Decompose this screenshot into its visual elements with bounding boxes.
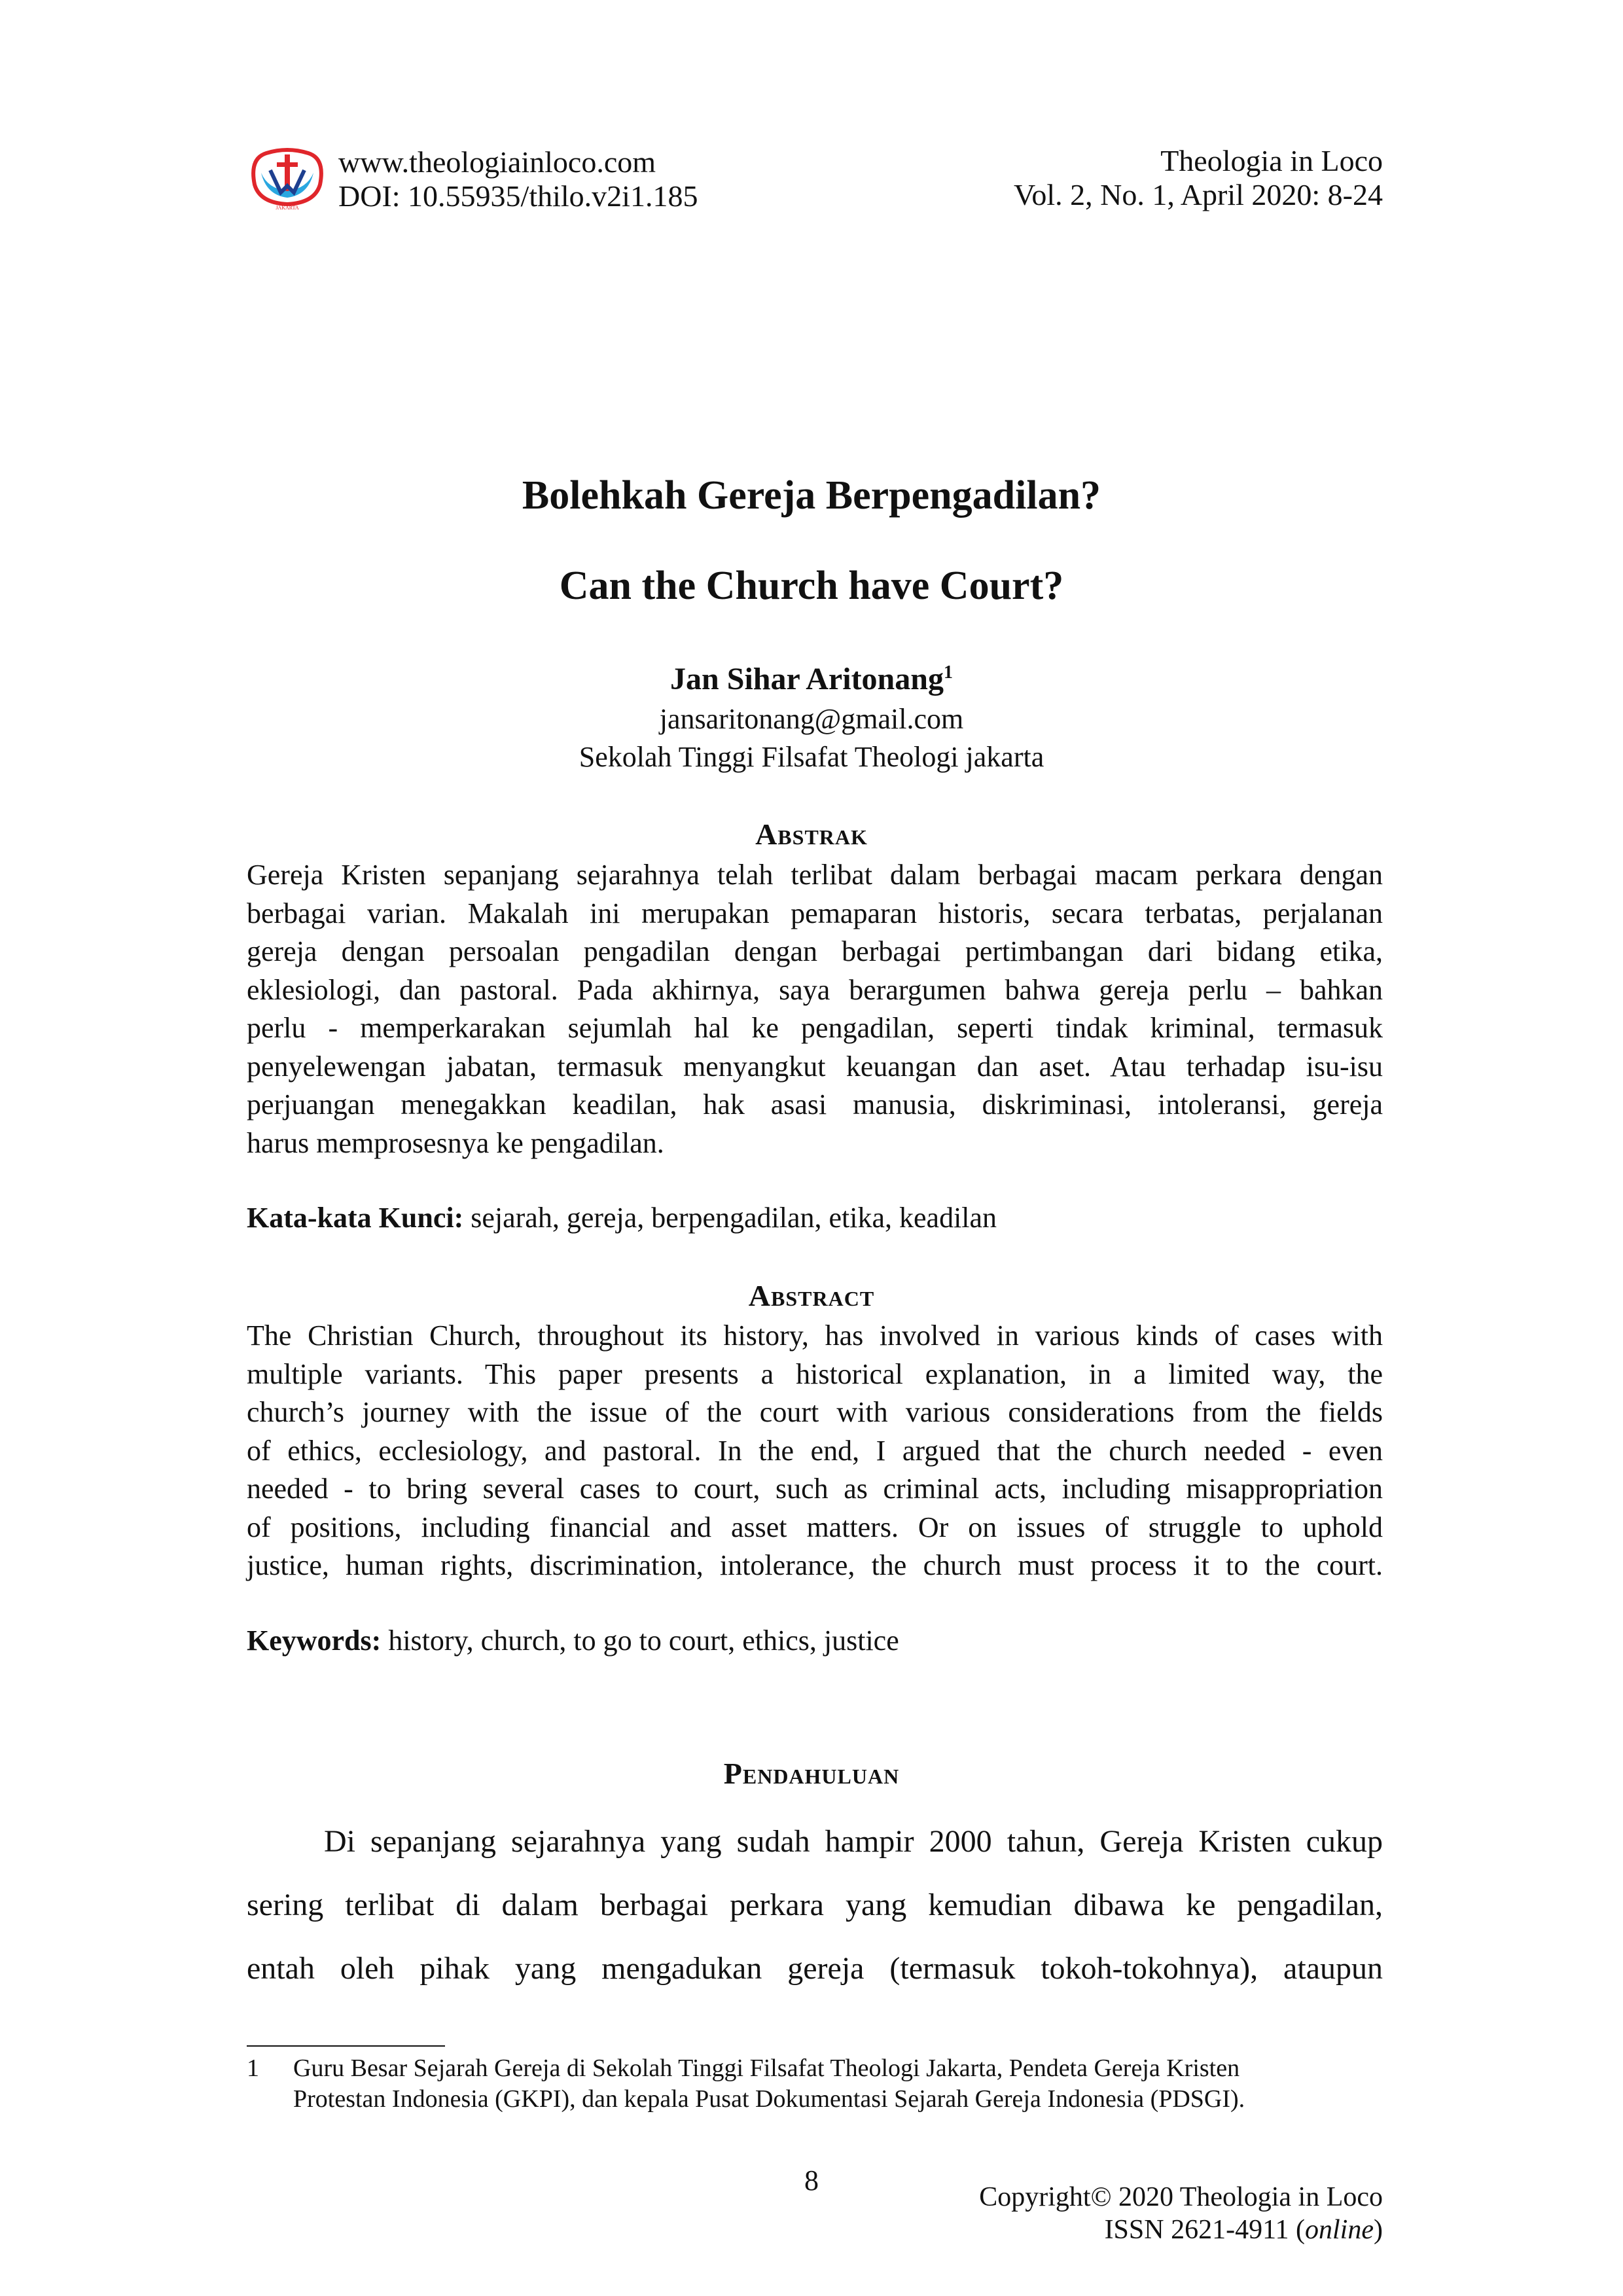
intro-line: entah oleh pihak yang mengadukan gereja (termasuk tokoh-tokohnya), ataupun (247, 1951, 1383, 1986)
journal-logo (247, 145, 328, 211)
author-email[interactable]: jansaritonang@gmail.com (659, 703, 964, 735)
author-name-text: Jan Sihar Aritonang (670, 662, 944, 696)
footnote-text (293, 2053, 1383, 2115)
abstrak-line: harus memprosesnya ke pengadilan. (247, 1126, 664, 1159)
abstract-line: multiple variants. This paper presents a historical explanation, in a limited way, the (247, 1357, 1383, 1390)
title-indonesian: Bolehkah Gereja Berpengadilan? (522, 473, 1101, 518)
author-affiliation: Sekolah Tinggi Filsafat Theologi jakarta (579, 741, 1044, 773)
footnote-rule (247, 2045, 445, 2047)
keywords (247, 1624, 1383, 1657)
page-number: 8 (804, 2164, 819, 2197)
issn (1105, 2214, 1383, 2246)
abstract-line: justice, human rights, discrimination, intolerance, the church must process it to the court. (247, 1549, 1383, 1581)
abstract-body (247, 1317, 1383, 1585)
abstrak-body (247, 856, 1383, 1162)
abstract-line: of positions, including financial and asset matters. Or on issues of struggle to uphold (247, 1511, 1383, 1543)
abstract-line: needed - to bring several cases to court, such as criminal acts, including misappropriation (247, 1473, 1383, 1505)
keywords-label: Keywords: (247, 1624, 382, 1657)
abstrak-line: eklesiologi, dan pastoral. Pada akhirnya, saya berargumen bahwa gereja perlu – bahkan (247, 973, 1383, 1006)
doi[interactable]: DOI: 10.55935/thilo.v2i1.185 (338, 179, 698, 213)
issn-online: online (1305, 2215, 1374, 2245)
copyright: Copyright© 2020 Theologia in Loco (979, 2182, 1383, 2212)
title-english: Can the Church have Court? (559, 564, 1064, 608)
intro-body (247, 1810, 1383, 2000)
intro-line: sering terlibat di dalam berbagai perkara yang kemudian dibawa ke pengadilan, (247, 1888, 1383, 1922)
abstrak-line: Gereja Kristen sepanjang sejarahnya telah terlibat dalam berbagai macam perkara dengan (247, 859, 1383, 891)
abstract-line: The Christian Church, throughout its history, has involved in various kinds of cases with (247, 1319, 1383, 1352)
abstract-line: of ethics, ecclesiology, and pastoral. In the end, I argued that the church needed - even (247, 1434, 1383, 1467)
kata-kunci-label: Kata-kata Kunci: (247, 1202, 464, 1234)
footnote-line: Guru Besar Sejarah Gereja di Sekolah Tinggi Filsafat Theologi Jakarta, Pendeta Gereja Kristen (293, 2054, 1240, 2082)
kata-kunci-values: sejarah, gereja, berpengadilan, etika, keadilan (463, 1202, 997, 1234)
keywords-values: history, church, to go to court, ethics, justice (381, 1624, 899, 1657)
abstrak-line: perlu - memperkarakan sejumlah hal ke pengadilan, seperti tindak kriminal, termasuk (247, 1012, 1383, 1044)
pendahuluan-heading: Pendahuluan (723, 1757, 900, 1790)
issue-info: Vol. 2, No. 1, April 2020: 8-24 (1014, 178, 1383, 211)
abstrak-line: gereja dengan persoalan pengadilan dengan berbagai pertimbangan dari bidang etika, (247, 935, 1383, 967)
abstrak-line: perjuangan menegakkan keadilan, hak asasi manusia, diskriminasi, intoleransi, gereja (247, 1088, 1383, 1121)
issn-number: ISSN 2621-4911 ( (1104, 2215, 1306, 2245)
author-name (0, 661, 1623, 697)
abstract-line: church’s journey with the issue of the court with various considerations from the fields (247, 1396, 1383, 1428)
kata-kunci (247, 1201, 1383, 1234)
footnote-mark[interactable]: 1 (943, 662, 953, 683)
issn-close: ) (1374, 2215, 1383, 2245)
abstract-heading: Abstract (748, 1279, 875, 1312)
footnote-number: 1 (247, 2054, 259, 2082)
intro-line: Di sepanjang sejarahnya yang sudah hampir 2000 tahun, Gereja Kristen cukup (324, 1824, 1383, 1859)
abstrak-line: berbagai varian. Makalah ini merupakan pemaparan historis, secara terbatas, perjalanan (247, 897, 1383, 929)
journal-website[interactable]: www.theologiainloco.com (338, 145, 656, 179)
abstrak-line: penyelewengan jabatan, termasuk menyangkut keuangan dan aset. Atau terhadap isu-isu (247, 1050, 1383, 1083)
abstrak-heading: Abstrak (755, 817, 868, 851)
journal-name: Theologia in Loco (1160, 144, 1383, 177)
footnote-line: Protestan Indonesia (GKPI), dan kepala Pusat Dokumentasi Sejarah Gereja Indonesia (PDSGI). (293, 2085, 1245, 2113)
svg-text:JAKARTA: JAKARTA (276, 205, 299, 211)
